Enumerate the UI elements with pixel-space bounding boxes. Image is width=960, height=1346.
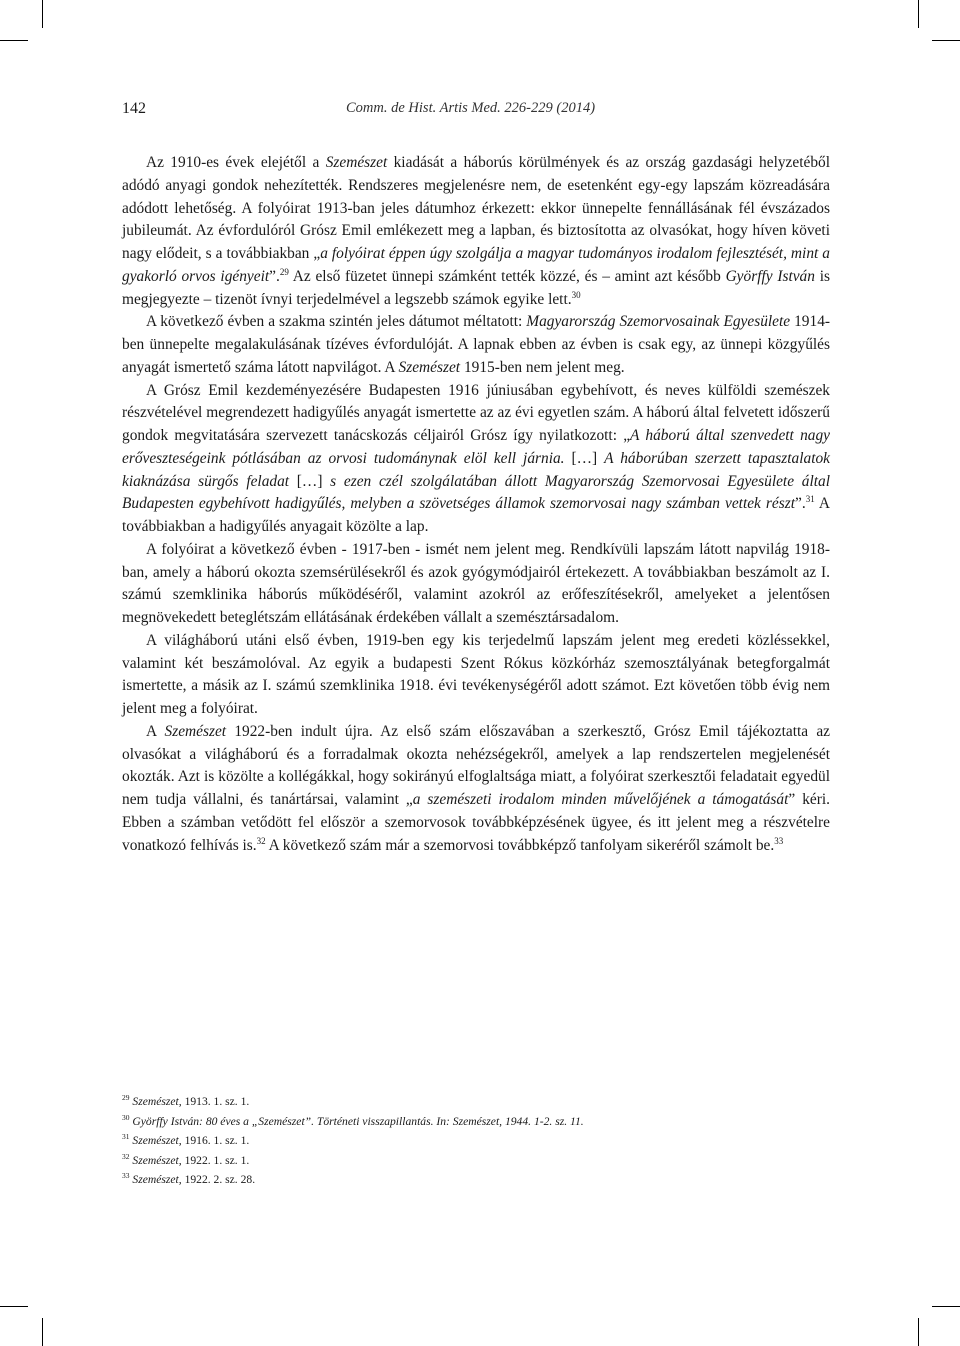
- footnote: $^{31}$ Szemészet, 1916. 1. sz. 1.: [122, 1132, 250, 1148]
- crop-mark: [42, 0, 43, 28]
- footnote: $^{30}$ Györffy István: 80 éves a „Szemészet”. Történeti visszapillantás. In: Szemészet, 1944. 1-2. sz. 11.: [122, 1112, 584, 1128]
- footnote: $^{29}$ Szemészet, 1913. 1. sz. 1.: [122, 1093, 250, 1108]
- footnote-ref[interactable]: 33: [774, 835, 784, 846]
- crop-mark: [932, 1306, 960, 1307]
- footnote: $^{33}$ Szemészet, 1922. 2. sz. 28.: [122, 1171, 256, 1187]
- paragraph: A következő évben a szakma szintén jeles dátumot méltatott: Magyarország Szemorvosainak Egyesülete 1914-ben ünnepelte megalakulásának tízéves évfordulóját. A lapnak ebben az évben is csak egy, az ünnepi közgyűlés anyagát ismertető száma látott napvilágot. A Szemészet 1915-ben nem jelent meg.: [122, 313, 831, 376]
- paragraph: Az 1910-es évek elejétől a Szemészet kiadását a háborús körülmények és az ország gazdasági helyzetéből adódó anyagi gondok nehezítették. Rendszeres megjelenésre nem, de esetenként egy-egy lapszám közreadására adódott lehetőség. A folyóirat 1913-ban jeles dátumhoz érkezett: ekkor ünnepelte fennállásának fél évszázados jubileumát. Az évfordulóról Grósz Emil emlékezett meg a lapban, és biztosította az olvasókat, hogy híven követi nagy elődeit, s a továbbiakban „a folyóirat éppen úgy szolgálja a magyar tudományos irodalom fejlesztését, mint a gyakorló orvos igényeit”.$^{29}$ Az első füzetet ünnepi számként tették közzé, és – amint azt később Györffy István is megjegyezte – tizenöt ívnyi terjedelmével a legszebb számok egyike lett.$^{30}$: [122, 154, 830, 308]
- page-number: 142: [122, 100, 146, 117]
- crop-mark: [0, 40, 28, 41]
- paragraph: A folyóirat a következő évben - 1917-ben - ismét nem jelent meg. Rendkívüli lapszám látott napvilág 1918-ban, amely a háború okozta szemsérülésekről és azok gyógymódjairól értekezett. A továbbiakban beszámolt az I. számú szemklinika háborús működéséről, valamint azokról az erőfeszítésekről, amelyeket a jelentősen megnövekedett beteglétszám ellátásának érdekében vállalt a szemésztársadalom.: [122, 540, 830, 626]
- footnote-ref[interactable]: 32: [256, 835, 266, 846]
- crop-mark: [42, 1318, 43, 1346]
- article-body: [122, 152, 830, 857]
- crop-mark: [932, 40, 960, 41]
- footnote-ref[interactable]: 31: [805, 494, 815, 505]
- footnotes: [122, 1092, 838, 1190]
- crop-mark: [0, 1306, 28, 1307]
- footnote: $^{32}$ Szemészet, 1922. 1. sz. 1.: [122, 1151, 250, 1167]
- paragraph: A világháború utáni első évben, 1919-ben egy kis terjedelmű lapszám jelent meg eredeti közléssekkel, valamint két beszámolóval. Az egyik a budapesti Szent Rókus közkórház szemosztályának betegforgalmát ismertette, a másik az I. számú szemklinika 1918. évi tevékenységéről adott számot. Ezt követően több évig nem jelent meg a folyóirat.: [122, 631, 830, 717]
- crop-mark: [918, 1318, 919, 1346]
- paragraph: A Szemészet 1922-ben indult újra. Az első szám előszavában a szerkesztő, Grósz Emil tájékoztatta az olvasókat a világháború és a forradalmak okozta nehézségekről, amelyek a lap rendszertelen megjelenését okozták. Azt is közölte a kollégákkal, hogy sokirányú elfoglaltsága miatt, a folyóirat szerkesztői feladatait egyedül nem tudja vállalni, és tanártársai, valamint „a szemészeti irodalom minden művelőjének a támogatását” kéri. Ebben a számban vetődött fel először a szemorvosok továbbképzésének ügyee, és itt jelent meg a részvételre vonatkozó felhívás is.$^{32}$ A következő szám már a szemorvosi továbbképző tanfolyam sikeréről számolt be.$^{33}$: [122, 722, 830, 854]
- running-title: Comm. de Hist. Artis Med. 226-229 (2014): [346, 100, 596, 116]
- page-header: [122, 100, 838, 126]
- crop-mark: [918, 0, 919, 28]
- footnote-ref[interactable]: 29: [279, 266, 289, 277]
- footnote-ref[interactable]: 30: [571, 289, 581, 300]
- paragraph: A Grósz Emil kezdeményezésére Budapesten 1916 júniusában egybehívott, és neves külföldi szemészek részvételével megrendezett hadigyűlés anyagát ismertette az az évi egyetlen szám. A háború által felvetett időszerű gondok megvitatására szervezett tanácskozás céljairól Grósz így nyilatkozott: „A háború által szenvedett nagy erőveszteségeink pótlásában az orvosi tudománynak elöl kell járnia. […] A háborúban szerzett tapasztalatok kiaknázása sürgős feladat […] s ezen czél szolgálatában állott Magyarország Szemorvosai Egyesülete által Budapesten egybehívott hadigyűlés, melyben a szövetséges államok szemorvosai nagy számban vettek részt”.$^{31}$ A továbbiakban a hadigyűlés anyagait közölte a lap.: [122, 381, 831, 535]
